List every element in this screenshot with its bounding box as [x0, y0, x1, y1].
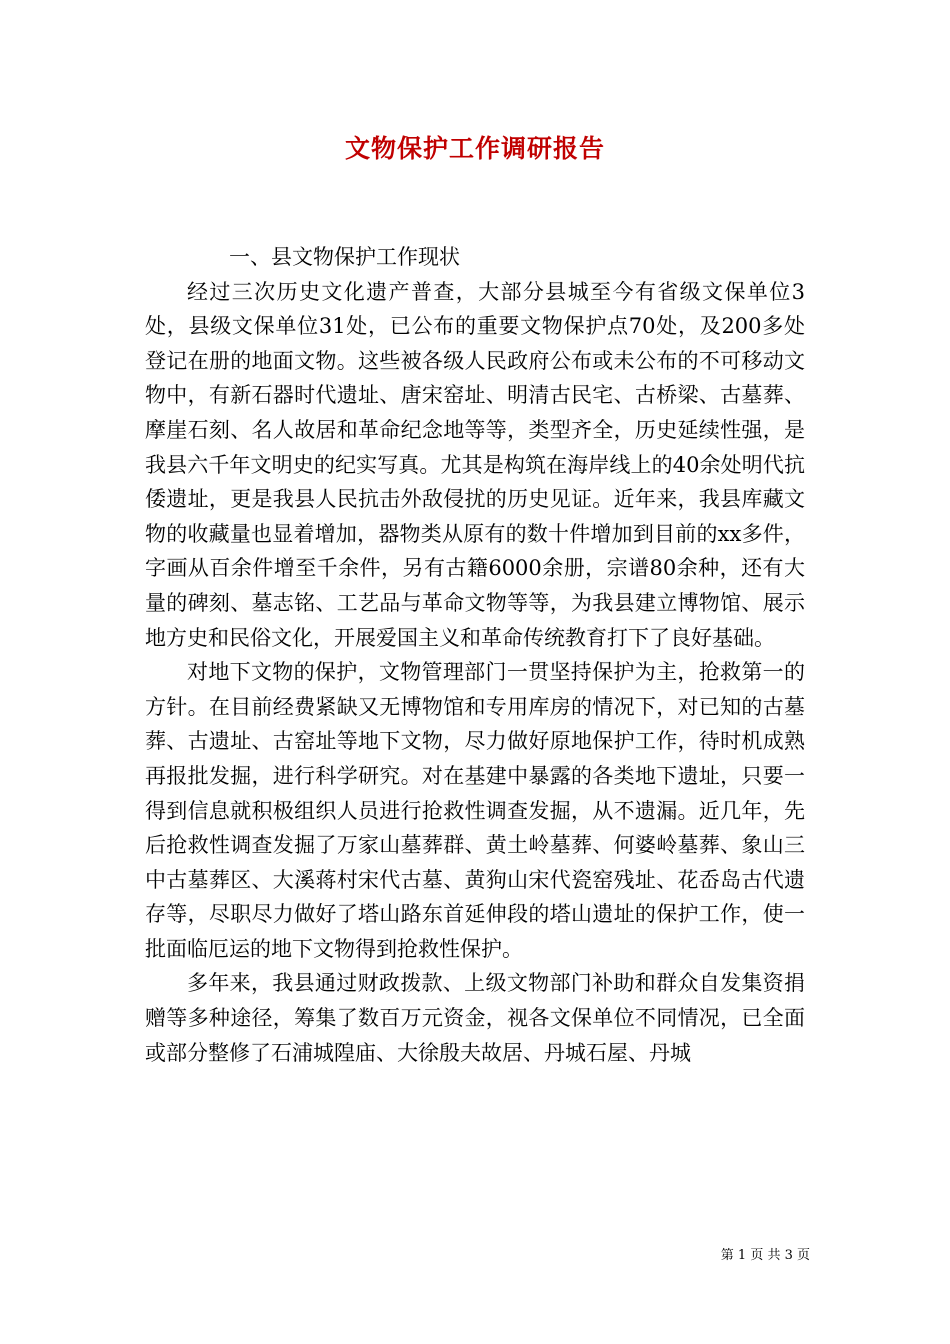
- paragraph-2: 对地下文物的保护，文物管理部门一贯坚持保护为主，抢救第一的方针。在目前经费紧缺又无博物馆和专用库房的情况下，对已知的古墓葬、古遗址、古窑址等地下文物，尽力做好原地保护工作，待时机成熟再报批发掘，进行科学研究。对在基建中暴露的各类地下遗址，只要一得到信息就积极组织人员进行抢救性调查发掘，从不遗漏。近几年，先后抢救性调查发掘了万家山墓葬群、黄土岭墓葬、何婆岭墓葬、象山三中古墓葬区、大溪蒋村宋代古墓、黄狗山宋代瓷窑残址、花岙岛古代遗存等，尽职尽力做好了塔山路东首延伸段的塔山遗址的保护工作，使一批面临厄运的地下文物得到抢救性保护。: [145, 660, 805, 961]
- section-heading: 一、县文物保护工作现状: [229, 245, 460, 269]
- document-title: 文物保护工作调研报告: [344, 134, 605, 163]
- document-body: [145, 240, 805, 1070]
- page-number-footer: 第 1 页 共 3 页: [720, 1248, 810, 1263]
- paragraph-1: 经过三次历史文化遗产普查，大部分县城至今有省级文保单位3处，县级文保单位31处，已公布的重要文物保护点70处，及200多处登记在册的地面文物。这些被各级人民政府公布或未公布的不可移动文物中，有新石器时代遗址、唐宋窑址、明清古民宅、古桥梁、古墓葬、摩崖石刻、名人故居和革命纪念地等等，类型齐全，历史延续性强，是我县六千年文明史的纪实写真。尤其是构筑在海岸线上的40余处明代抗倭遗址，更是我县人民抗击外敌侵扰的历史见证。近年来，我县库藏文物的收藏量也显着增加，器物类从原有的数十件增加到目前的xx多件，字画从百余件增至千余件，另有古籍6000余册，宗谱80余种，还有大量的碑刻、墓志铭、工艺品与革命文物等等，为我县建立博物馆、展示地方史和民俗文化，开展爱国主义和革命传统教育打下了良好基础。: [145, 279, 805, 650]
- paragraph-3: 多年来，我县通过财政拨款、上级文物部门补助和群众自发集资捐赠等多种途径，筹集了数百万元资金，视各文保单位不同情况，已全面或部分整修了石浦城隍庙、大徐殷夫故居、丹城石屋、丹城: [145, 971, 805, 1065]
